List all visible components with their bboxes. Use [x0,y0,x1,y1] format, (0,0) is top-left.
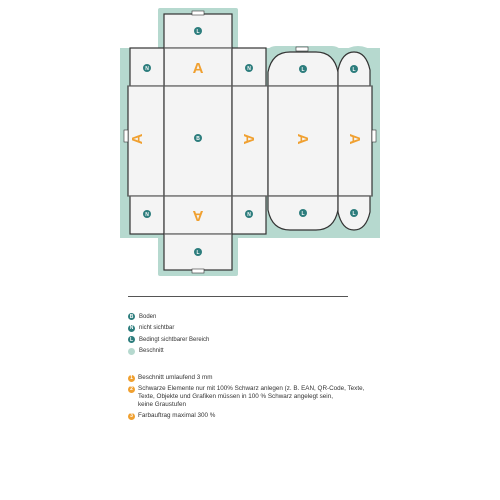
note-text: Beschnitt umlaufend 3 mm [138,374,213,381]
legend-label: Beschnitt [139,348,164,355]
svg-text:N: N [247,212,251,218]
note-text: Farbauftrag maximal 300 % [138,412,216,419]
svg-text:N: N [145,212,149,218]
badge-l-side-top [299,65,307,73]
legend-item-bedingt-sichtbar [128,334,209,346]
svg-text:L: L [301,211,305,217]
svg-text:L: L [352,211,356,217]
legend [128,311,209,357]
svg-text:L: L [196,29,200,35]
badge-n-top-right [245,64,253,72]
badge-b-bottom-panel [194,134,202,142]
note-text: Schwarze Elemente nur mit 100% Schwarz anlegen (z. B. EAN, QR-Code, Texte, Texte, Objekte und Grafiken müssen in 100 % Schwarz angelegt sein, keine Graustufen [138,385,365,408]
badge-l-top [194,27,202,35]
marker-a-end-panel: A [346,133,363,145]
legend-item-boden [128,311,209,323]
marker-a-right-wall: A [240,133,257,145]
legend-item-beschnitt [128,346,209,358]
badge-n-icon: N [129,325,134,332]
badge-l-icon: L [129,336,134,343]
marker-a-side-panel: A [294,133,311,145]
marker-a-bottom-flap: A [192,207,204,224]
badge-b-icon: B [129,313,134,320]
badge-l-end-bottom [350,209,358,217]
svg-text:L: L [196,250,200,256]
legend-label: nicht sichtbar [139,325,175,332]
marker-a-left-wall: A [129,133,146,145]
badge-l-side-bottom [299,209,307,217]
note-number-icon: 3 [128,413,135,420]
separator [128,296,348,297]
svg-text:N: N [145,66,149,72]
marker-a-top-flap: A [192,60,204,77]
svg-text:L: L [301,67,305,73]
badge-n-top-left [143,64,151,72]
legend-label: Boden [139,313,157,320]
badge-l-bottom [194,248,202,256]
badge-n-bottom-right [245,210,253,218]
note-item [128,374,500,382]
note-item [128,385,500,409]
bleed-swatch-icon [128,348,135,355]
badge-l-end-top [350,65,358,73]
note-number-icon: 1 [128,375,135,382]
svg-text:B: B [196,136,200,142]
note-number-icon: 2 [128,386,135,393]
legend-item-nicht-sichtbar [128,323,209,335]
svg-text:N: N [247,66,251,72]
svg-text:L: L [352,67,356,73]
print-notes [128,374,500,423]
legend-label: Bedingt sichtbarer Bereich [139,336,210,343]
note-item [128,412,500,420]
badge-n-bottom-left [143,210,151,218]
